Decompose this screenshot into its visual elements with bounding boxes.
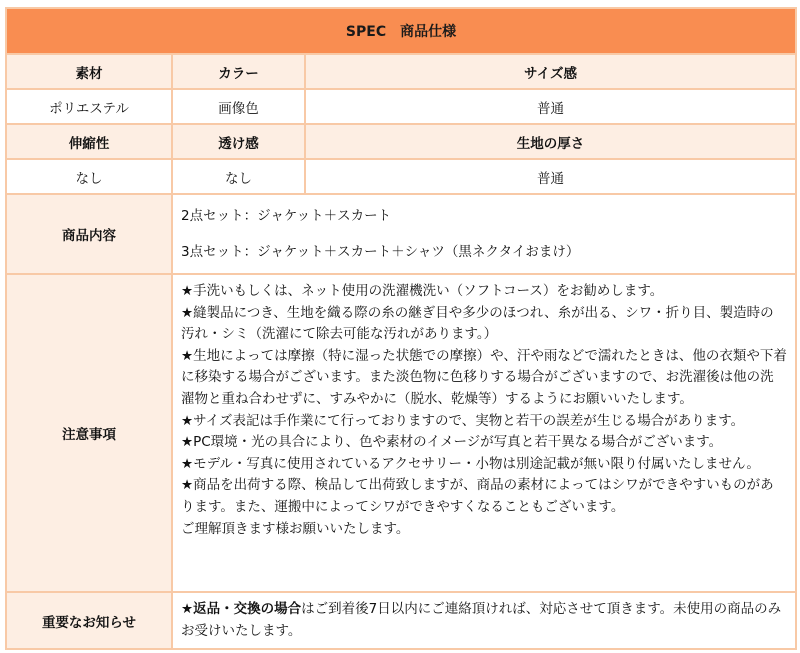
contents-line-1: 2点セット：ジャケット＋スカート [181, 208, 392, 224]
caution-line-3: ★生地によっては摩擦（特に湿った状態での摩擦）や、汗や雨などで濡れたときは、他の衣類や下着に移染する場合がございます。また淡色物に色移りする場合がございますので、お洗濯後は他の洗濯物と重ね合わせずに、すみやかに（脱水、乾燥等）するようにお願いいたします。 [181, 347, 787, 407]
caution-line-6: ★モデル・写真に使用されているアクセサリー・小物は別途記載が無い限り付属いたしません。 [181, 455, 760, 472]
value-stretch: なし [6, 159, 172, 194]
header-material: 素材 [6, 54, 172, 89]
value-sheerness: なし [172, 159, 305, 194]
header-sheerness: 透け感 [172, 124, 305, 159]
contents-line-2: 3点セット：ジャケット＋スカート＋シャツ（黒ネクタイおまけ） [181, 244, 580, 260]
value-material: ポリエステル [6, 89, 172, 124]
caution-line-5: ★PC環境・光の具合により、色や素材のイメージが写真と若干異なる場合がございます。 [181, 434, 723, 451]
notice-bold: ★返品・交換の場合 [181, 601, 302, 617]
cautions-label: 注意事項 [6, 274, 172, 592]
caution-line-2: ★縫製品につき、生地を織る際の糸の継ぎ目や多少のほつれ、糸が出る、シワ・折り目、製造時の汚れ・シミ（洗濯にて除去可能な汚れがあります。） [181, 304, 774, 343]
notice-label: 重要なお知らせ [6, 592, 172, 649]
value-thickness: 普通 [305, 159, 796, 194]
caution-line-1: ★手洗いもしくは、ネット使用の洗濯機洗い（ソフトコース）をお勧めします。 [181, 283, 664, 299]
spec-title: SPEC 商品仕様 [6, 8, 796, 54]
caution-line-8: ご理解頂きます様お願いいたします。 [181, 520, 410, 537]
cautions-cell [172, 274, 796, 592]
value-color: 画像色 [172, 89, 305, 124]
header-thickness: 生地の厚さ [305, 124, 796, 159]
caution-line-4: ★サイズ表記は手作業にて行っておりますので、実物と若干の誤差が生じる場合があります。 [181, 412, 745, 429]
spec-table [5, 7, 797, 650]
header-size-feel: サイズ感 [305, 54, 796, 89]
notice-cell [172, 592, 796, 649]
contents-cell [172, 194, 796, 274]
header-color: カラー [172, 54, 305, 89]
contents-label: 商品内容 [6, 194, 172, 274]
notice-text: はご到着後7日以内にご連絡頂ければ、対応させて頂きます。未使用の商品のみお受けいたします。 [181, 601, 782, 639]
header-stretch: 伸縮性 [6, 124, 172, 159]
value-size-feel: 普通 [305, 89, 796, 124]
caution-line-7: ★商品を出荷する際、検品して出荷致しますが、商品の素材によってはシワができやすいものがあります。また、運搬中によってシワができやすくなることもございます。 [181, 477, 774, 515]
